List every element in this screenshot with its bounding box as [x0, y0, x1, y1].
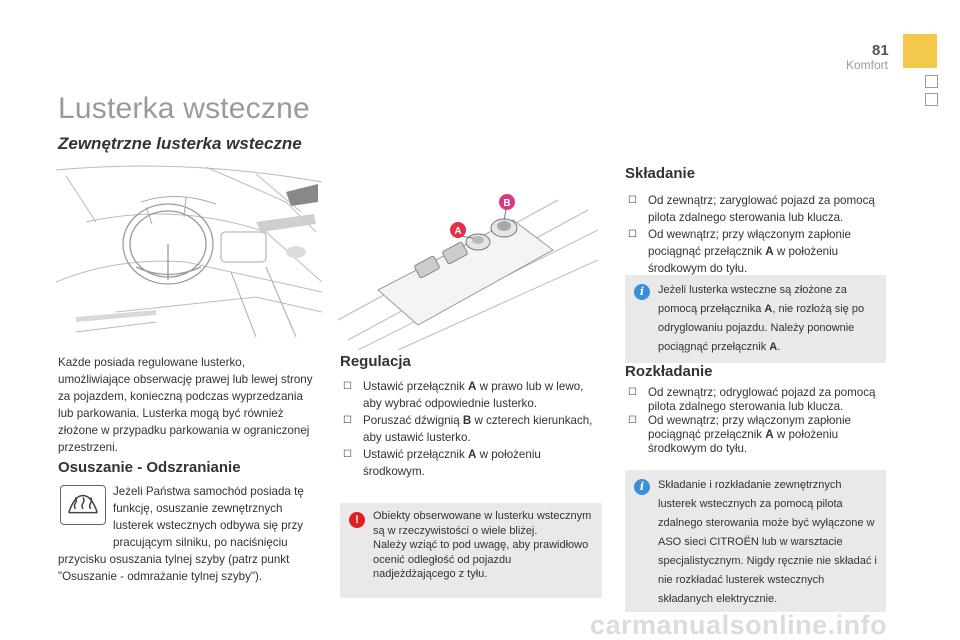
osuszanie-paragraph: [58, 483, 320, 585]
section-title: Zewnętrzne lusterka wsteczne: [58, 134, 302, 153]
page-title: Lusterka wsteczne: [58, 92, 310, 125]
info-note-remote: [625, 470, 886, 612]
info-note-folding: [625, 275, 886, 363]
heading-regulacja: Regulacja: [340, 353, 411, 370]
car-interior-illustration: [56, 162, 322, 348]
info-note-folding-text: Jeżeli lusterka wsteczne są złożone za pomocą przełącznika A, nie rozłożą się po odryglowaniu pojazdu. Należy ponownie pociągnąć przełącznik A.: [658, 284, 865, 353]
osuszanie-text-full: przycisku osuszania tylnej szyby (patrz punkt "Osuszanie - odmrażanie tylnej szyby").: [58, 553, 290, 583]
mirror-switch-illustration: [338, 190, 598, 350]
list-item: ☐ Ustawić przełącznik A w prawo lub w lewo, aby wybrać odpowiednie lusterko.: [343, 380, 584, 410]
heading-osuszanie: Osuszanie - Odszranianie: [58, 459, 241, 476]
list-item: ☐ Od wewnątrz; przy włączonym zapłonie pociągnąć przełącznik A w położeniu środkowym do tyłu.: [628, 414, 851, 455]
chapter-tab-active[interactable]: [903, 34, 937, 68]
label-a: A: [454, 226, 462, 237]
warning-note-line1: Obiekty obserwowane w lusterku wstecznym są w rzeczywistości o wiele bliżej.: [373, 510, 592, 537]
osuszanie-text-indented: Jeżeli Państwa samochód posiada tę funkcję, osuszanie zewnętrznych lusterek wstecznych odbywa się przy pracującym silniku, po naciśnięciu: [113, 485, 304, 549]
regulacja-list: [340, 378, 602, 480]
info-note-remote-text: Składanie i rozkładanie zewnętrznych lusterek wstecznych za pomocą pilota zdalnego sterowania może być wyłączone w ASO sieci CITROËN lub w warsztacie specjalistycznym. Nigdy ręcznie nie składać i nie rozkładać lusterek wstecznych składanych elektrycznie.: [658, 479, 877, 605]
page-number: 81: [872, 42, 889, 59]
list-item: ☐ Ustawić przełącznik A w położeniu środkowym.: [343, 448, 541, 478]
rozkladanie-list: [625, 386, 887, 456]
warning-icon: !: [349, 512, 365, 528]
warning-note-line2: Należy wziąć to pod uwagę, aby prawidłowo ocenić odległość od pojazdu nadjeżdżającego z tyłu.: [373, 539, 589, 580]
intro-paragraph: Każde posiada regulowane lusterko, umożliwiające obserwację prawej lub lewej strony za pojazdem, konieczną podczas wyprzedzania lub parkowania. Lusterka mogą być również złożone w przypadku parkowania w ograniczonej przestrzeni.: [58, 356, 313, 454]
list-item: ☐ Od zewnątrz; odryglować pojazd za pomocą pilota zdalnego sterowania lub klucza.: [628, 386, 876, 413]
list-item: ☐ Od zewnątrz; zaryglować pojazd za pomocą pilota zdalnego sterowania lub klucza.: [628, 194, 875, 224]
list-item: ☐ Od wewnątrz; przy włączonym zapłonie pociągnąć przełącznik A w położeniu środkowym do tyłu.: [628, 228, 851, 275]
heading-skladanie: Składanie: [625, 165, 696, 182]
chapter-tab[interactable]: [925, 93, 938, 106]
info-icon: i: [634, 479, 650, 495]
footer-watermark: carmanualsonline.info: [590, 610, 888, 640]
list-item: ☐ Poruszać dźwignią B w czterech kierunkach, aby ustawić lusterko.: [343, 414, 593, 444]
warning-note: [340, 503, 602, 598]
heading-rozkladanie: Rozkładanie: [625, 363, 713, 380]
chapter-tab[interactable]: [925, 75, 938, 88]
info-icon: i: [634, 284, 650, 300]
label-b: B: [503, 198, 511, 209]
skladanie-list: [625, 192, 887, 277]
chapter-name: Komfort: [846, 58, 889, 72]
